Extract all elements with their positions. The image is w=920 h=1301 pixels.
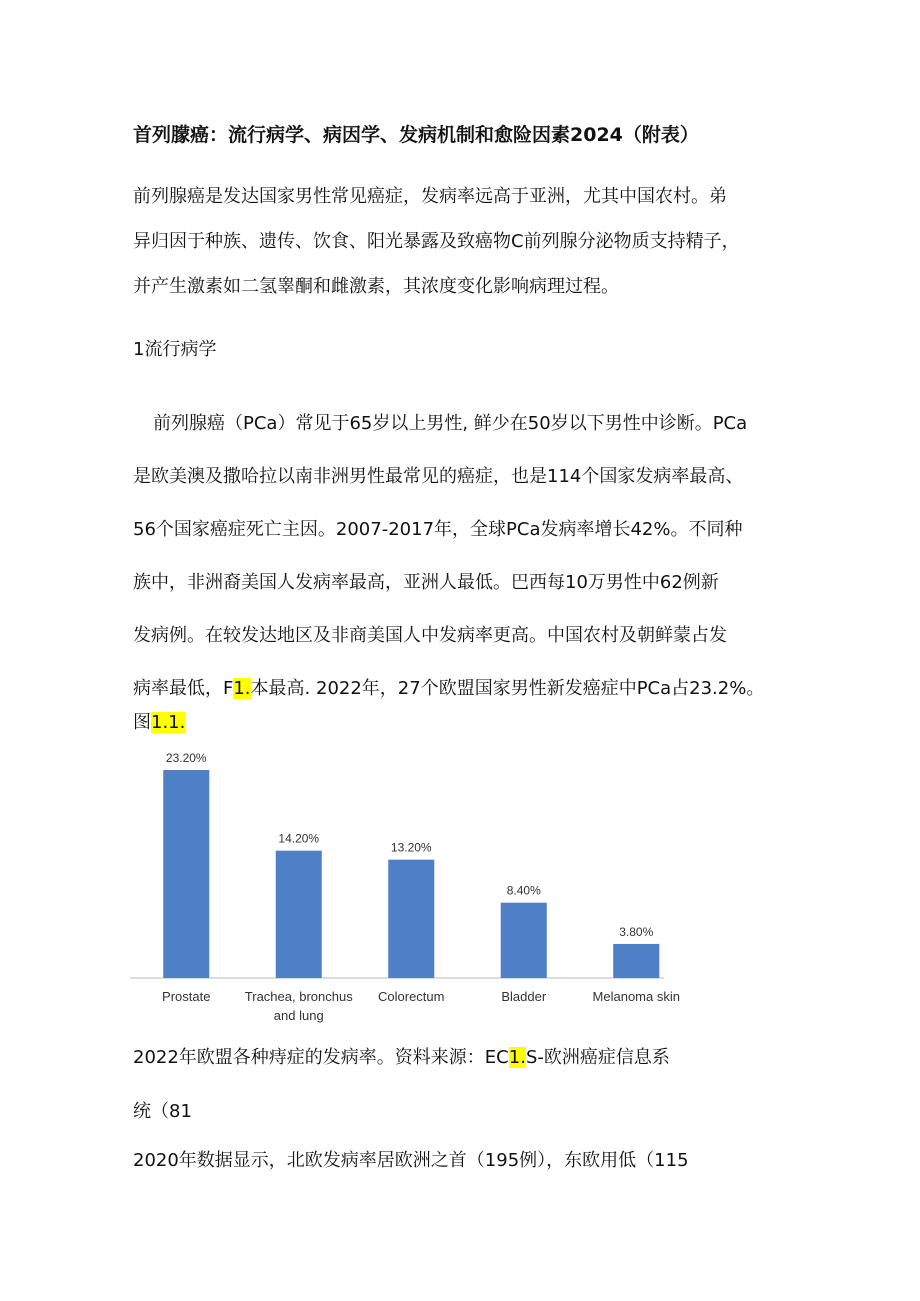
figure-caption-continued: 统（81 xyxy=(133,1101,192,1122)
caption-text: S-欧洲癌症信息系 xyxy=(525,1047,670,1068)
category-label-1: Trachea, bronchus xyxy=(244,989,353,1004)
category-label-1: and lung xyxy=(273,1008,324,1023)
epi-text: 本最高. 2022年，27个欧盟国家男性新发癌症中PCa占23.2%。 xyxy=(250,678,765,699)
category-label-0: Prostate xyxy=(162,989,211,1004)
highlighted-text: 1.1. xyxy=(151,712,186,733)
figure-label xyxy=(133,708,185,734)
highlighted-text: 1. xyxy=(233,678,251,699)
epi-line: 前列腺癌（PCa）常见于65岁以上男性, 鲜少在50岁以下男性中诊断。PCa xyxy=(153,413,748,434)
bars-group xyxy=(162,751,680,1023)
intro-paragraph xyxy=(133,174,740,309)
caption-text: 2022年欧盟各种痔症的发病率。资料来源：EC xyxy=(133,1047,509,1068)
epi-line: 发病例。在较发达地区及非商美国人中发病率更高。中国农村及朝鲜蒙占发 xyxy=(133,625,727,646)
category-label-4: Melanoma skin xyxy=(592,989,680,1004)
document-title: 首列朦癌：流行病学、病因学、发病机制和愈险因素2024（附表） xyxy=(133,124,699,146)
epi-text: 病率最低，F xyxy=(133,678,234,699)
category-label-2: Colorectum xyxy=(378,989,445,1004)
highlighted-text: 1. xyxy=(508,1047,526,1068)
paragraph-2020-data: 2020年数据显示，北欧发病率居欧洲之首（195例），东欧用低（115 xyxy=(133,1150,689,1171)
bar-0 xyxy=(163,770,209,978)
epi-line: 56个国家癌症死亡主因。2007-2017年，全球PCa发病率增长42%。不同种 xyxy=(133,519,743,540)
figure-caption xyxy=(133,1043,670,1069)
data-label-3: 8.40% xyxy=(506,883,541,898)
data-label-0: 23.20% xyxy=(165,751,207,765)
section-heading: 1流行病学 xyxy=(133,339,217,360)
epidemiology-paragraph xyxy=(133,404,764,722)
bar-2 xyxy=(388,860,434,978)
data-label-2: 13.20% xyxy=(390,840,432,855)
intro-line: 并产生激素如二氢睾酮和雌激素，其浓度变化影响病理过程。 xyxy=(133,276,619,297)
data-label-4: 3.80% xyxy=(619,924,654,939)
bar-1 xyxy=(276,851,322,978)
epi-line: 是欧美澳及撒哈拉以南非洲男性最常见的癌症，也是114个国家发病率最高、 xyxy=(133,466,744,487)
epi-line-last xyxy=(133,669,764,722)
intro-line: 前列腺癌是发达国家男性常见癌症，发病率远高于亚洲，尤其中国农村。弟 xyxy=(133,186,727,207)
category-label-3: Bladder xyxy=(501,989,547,1004)
bar-3 xyxy=(501,903,547,978)
data-label-1: 14.20% xyxy=(278,831,320,846)
intro-line: 异归因于种族、遗传、饮食、阳光暴露及致癌物C前列腺分泌物质支持精子， xyxy=(133,231,740,252)
epi-line: 族中，非洲裔美国人发病率最高，亚洲人最低。巴西每10万男性中62例新 xyxy=(133,572,719,593)
bar-4 xyxy=(613,944,659,978)
figure-label-prefix: 图 xyxy=(133,712,151,733)
incidence-bar-chart xyxy=(128,742,680,1032)
